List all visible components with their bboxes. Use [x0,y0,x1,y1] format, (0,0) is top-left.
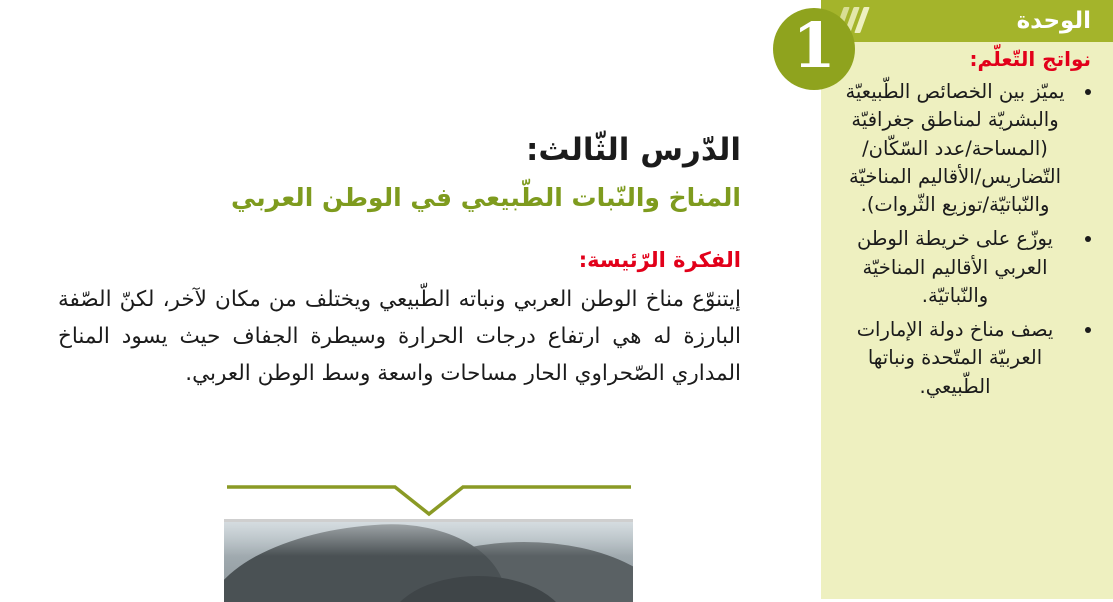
list-item-text: يوزّع على خريطة الوطن العربي الأقاليم المناخيّة والنّباتيّة. [857,227,1053,307]
main-idea-heading: الفكرة الرّئيسة: [578,248,741,273]
learning-outcomes-title: نواتج التّعلّم: [969,47,1091,71]
list-item [835,78,1091,219]
page-title: الدّرس الثّالث: [525,132,741,168]
sidebar [792,0,1113,599]
list-item-text: يصف مناخ دولة الإمارات العربيّة المتّحدة ونباتها الطّبيعي. [856,318,1054,398]
list-item-text: يميّز بين الخصائص الطّبيعيّة والبشريّة لمناطق جغرافيّة (المساحة/عدد السّكّان/ التّضاريس/الأقاليم المناخيّة والنّباتيّة/توزيع الثّروات). [845,80,1065,217]
learning-outcomes [821,46,1113,407]
learning-outcomes-list [835,78,1091,401]
photo-haze [224,522,633,556]
main-idea-paragraph: إيتنوّع مناخ الوطن العربي ونباته الطّبيعي ويختلف من مكان لآخر، لكنّ الصّفة البارزة له هي ارتفاع درجات الحرارة وسيطرة الجفاف حيث يسود المناخ المداري الصّحراوي الحار مساحات واسعة وسط الوطن العربي. [58,287,741,387]
decorative-bracket [225,484,633,518]
bullet-icon [1085,327,1091,333]
list-item [835,316,1091,401]
lesson-subtitle: المناخ والنّبات الطّبيعي في الوطن العربي [230,183,741,213]
unit-banner [821,0,1113,42]
unit-number-badge [773,8,855,90]
list-item [835,225,1091,310]
unit-number: 1 [792,9,836,82]
unit-label: الوحدة [1016,7,1091,34]
bullet-icon [1085,236,1091,242]
lesson-photo [224,519,633,602]
bullet-icon [1085,89,1091,95]
